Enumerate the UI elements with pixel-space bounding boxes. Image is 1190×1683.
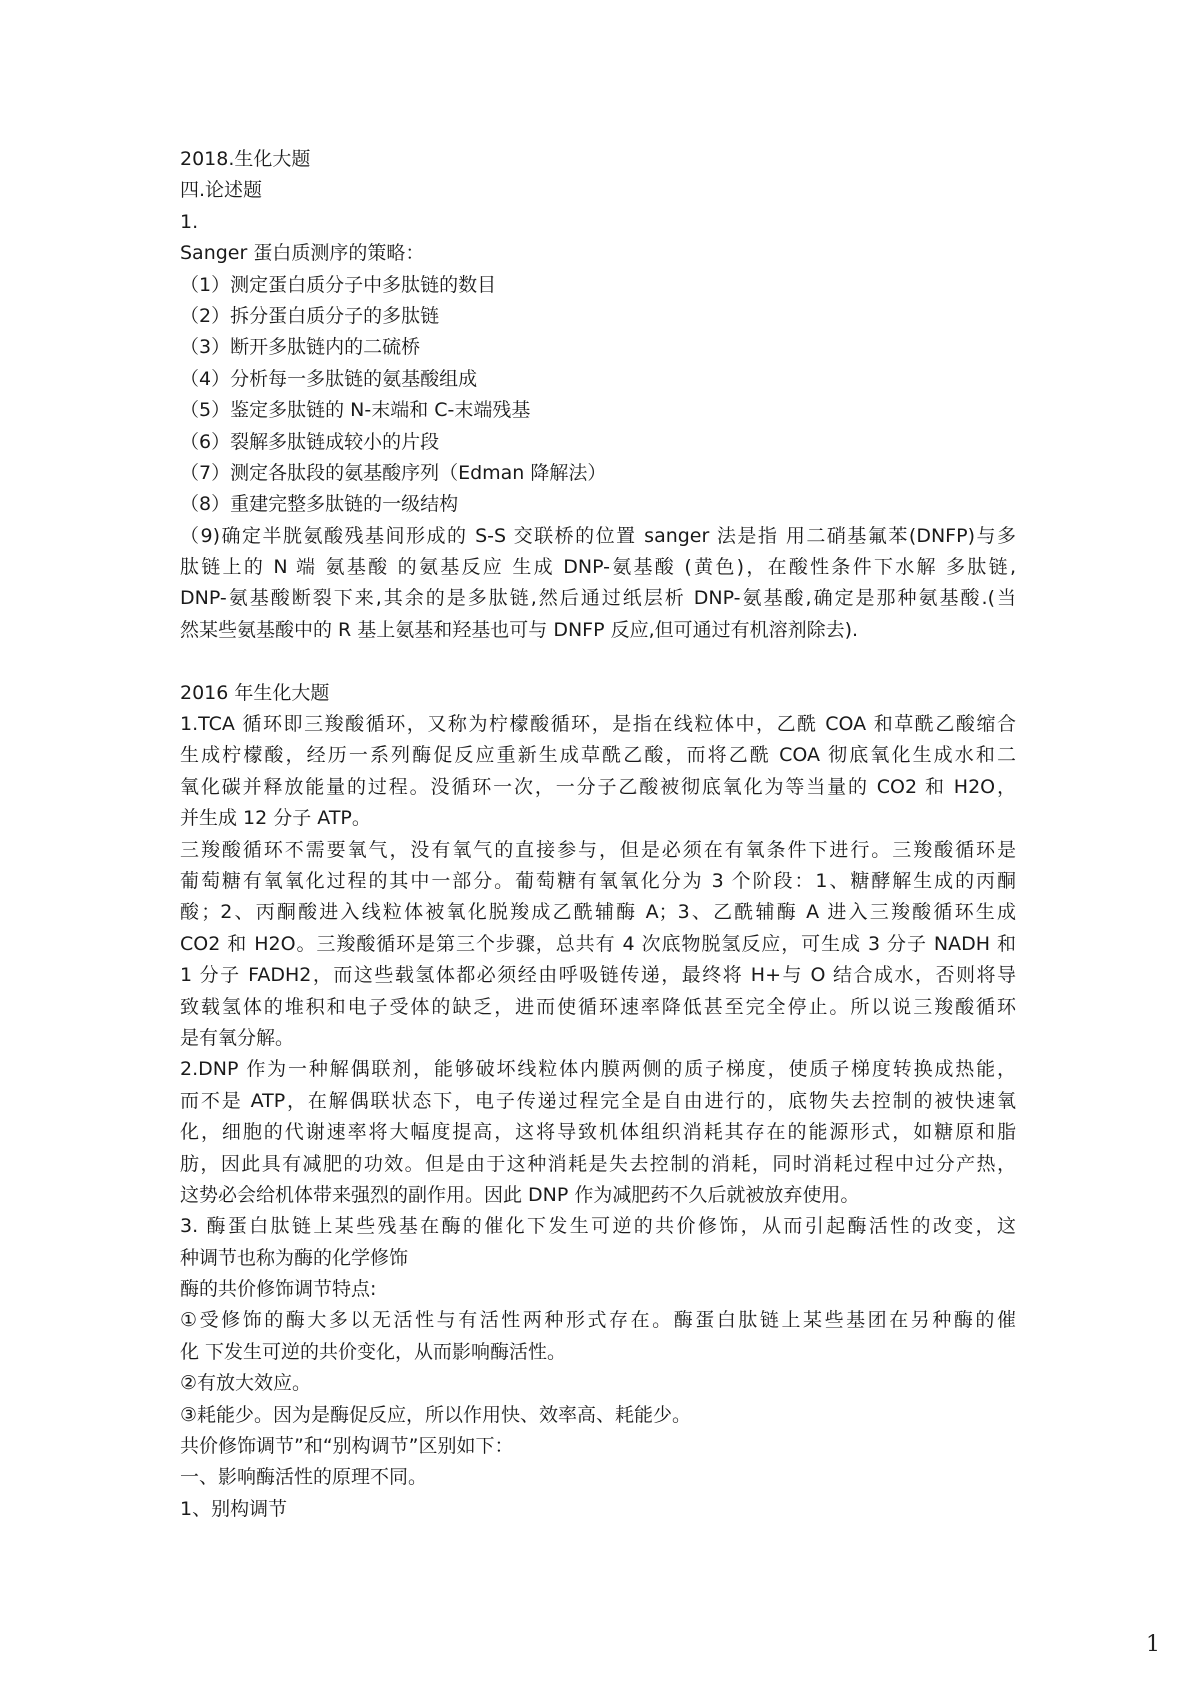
- sanger-step-9-line: （9)确定半胱氨酸残基间形成的 S-S 交联桥的位置 sanger 法是指 用二硝基氟苯(DNFP)与多: [180, 524, 1016, 547]
- dnp-paragraph-line: 肪，因此具有减肥的功效。但是由于这种消耗是失去控制的消耗，同时消耗过程中过分产热，: [180, 1152, 1016, 1175]
- dnp-paragraph-line: 化，细胞的代谢速率将大幅度提高，这将导致机体组织消耗其存在的能源形式，如糖原和脂: [180, 1121, 1016, 1144]
- section-title-2018: 2018.生化大题: [180, 148, 311, 170]
- feature-line: 化 下发生可逆的共价变化，从而影响酶活性。: [180, 1340, 567, 1363]
- sanger-intro: Sanger 蛋白质测序的策略：: [180, 242, 425, 265]
- enzyme-modification-line: 种调节也称为酶的化学修饰: [180, 1246, 409, 1269]
- tca-paragraph-line: 1 分子 FADH2，而这些载氢体都必须经由呼吸链传递，最终将 H+与 O 结合成水，否则将导: [180, 964, 1016, 987]
- tca-paragraph-line: 1.TCA 循环即三羧酸循环，又称为柠檬酸循环，是指在线粒体中，乙酰 COA 和草酰乙酸缩合: [180, 713, 1016, 736]
- sanger-step: （8）重建完整多肽链的一级结构: [180, 493, 459, 516]
- tca-paragraph-line: 致载氢体的堆积和电子受体的缺乏，进而使循环速率降低甚至完全停止。所以说三羧酸循环: [180, 995, 1016, 1018]
- page-number: 1: [1146, 1632, 1160, 1657]
- sanger-step: （1）测定蛋白质分子中多肽链的数目: [180, 273, 497, 296]
- sanger-step: （2）拆分蛋白质分子的多肽链: [180, 304, 440, 327]
- dnp-paragraph-line: 2.DNP 作为一种解偶联剂，能够破坏线粒体内膜两侧的质子梯度，使质子梯度转换成热能，: [180, 1058, 1016, 1081]
- tca-paragraph-line: 生成柠檬酸，经历一系列酶促反应重新生成草酰乙酸，而将乙酰 COA 彻底氧化生成水和二: [180, 744, 1016, 767]
- page-content: [180, 144, 1016, 1525]
- paragraph-spacer: [180, 646, 1016, 677]
- tca-paragraph-line: 并生成 12 分子 ATP。: [180, 807, 371, 830]
- feature-line: ③耗能少。因为是酶促反应，所以作用快、效率高、耗能少。: [180, 1403, 692, 1426]
- sanger-step: （3）断开多肽链内的二硫桥: [180, 336, 421, 359]
- tca-paragraph-line: CO2 和 H2O。三羧酸循环是第三个步骤，总共有 4 次底物脱氢反应，可生成 3 分子 NADH 和: [180, 932, 1016, 955]
- comparison-point: 一、影响酶活性的原理不同。: [180, 1466, 428, 1489]
- dnp-paragraph-line: 而不是 ATP，在解偶联状态下，电子传递过程完全是自由进行的，底物失去控制的被快速氧: [180, 1089, 1016, 1112]
- sanger-step: （7）测定各肽段的氨基酸序列（Edman 降解法）: [180, 461, 607, 484]
- question-number: 1.: [180, 210, 199, 233]
- dnp-paragraph-line: 这势必会给机体带来强烈的副作用。因此 DNP 作为减肥药不久后就被放弃使用。: [180, 1183, 860, 1206]
- section-subtitle-essay: 四.论述题: [180, 179, 263, 202]
- sanger-step: （4）分析每一多肽链的氨基酸组成: [180, 367, 478, 390]
- comparison-subpoint: 1、别构调节: [180, 1497, 288, 1520]
- sanger-step-9-line: 肽链上的 N 端 氨基酸 的氨基反应 生成 DNP-氨基酸 (黄色)，在酸性条件下水解 多肽链,: [180, 556, 1016, 579]
- tca-paragraph-line: 是有氧分解。: [180, 1026, 295, 1049]
- comparison-heading: 共价修饰调节”和“别构调节”区别如下：: [180, 1435, 514, 1458]
- sanger-step-9-line: DNP-氨基酸断裂下来,其余的是多肽链,然后通过纸层析 DNP-氨基酸,确定是那种氨基酸.(当: [180, 587, 1016, 610]
- feature-line: ②有放大效应。: [180, 1372, 312, 1395]
- tca-paragraph-line: 三羧酸循环不需要氧气，没有氧气的直接参与，但是必须在有氧条件下进行。三羧酸循环是: [180, 838, 1016, 861]
- sanger-step: （6）裂解多肽链成较小的片段: [180, 430, 440, 453]
- tca-paragraph-line: 酸；2、丙酮酸进入线粒体被氧化脱羧成乙酰辅酶 A；3、乙酰辅酶 A 进入三羧酸循环生成: [180, 901, 1016, 924]
- tca-paragraph-line: 氧化碳并释放能量的过程。没循环一次，一分子乙酸被彻底氧化为等当量的 CO2 和 H2O，: [180, 775, 1016, 798]
- tca-paragraph-line: 葡萄糖有氧氧化过程的其中一部分。葡萄糖有氧氧化分为 3 个阶段：1、糖酵解生成的丙酮: [180, 869, 1016, 892]
- sanger-step-9-line: 然某些氨基酸中的 R 基上氨基和羟基也可与 DNFP 反应,但可通过有机溶剂除去).: [180, 618, 859, 641]
- enzyme-modification-line: 3. 酶蛋白肽链上某些残基在酶的催化下发生可逆的共价修饰，从而引起酶活性的改变，这: [180, 1215, 1016, 1238]
- section-title-2016: 2016 年生化大题: [180, 681, 330, 704]
- features-heading: 酶的共价修饰调节特点:: [180, 1278, 377, 1301]
- sanger-step: （5）鉴定多肽链的 N-末端和 C-末端残基: [180, 399, 531, 422]
- feature-line: ①受修饰的酶大多以无活性与有活性两种形式存在。酶蛋白肽链上某些基团在另种酶的催: [180, 1309, 1016, 1332]
